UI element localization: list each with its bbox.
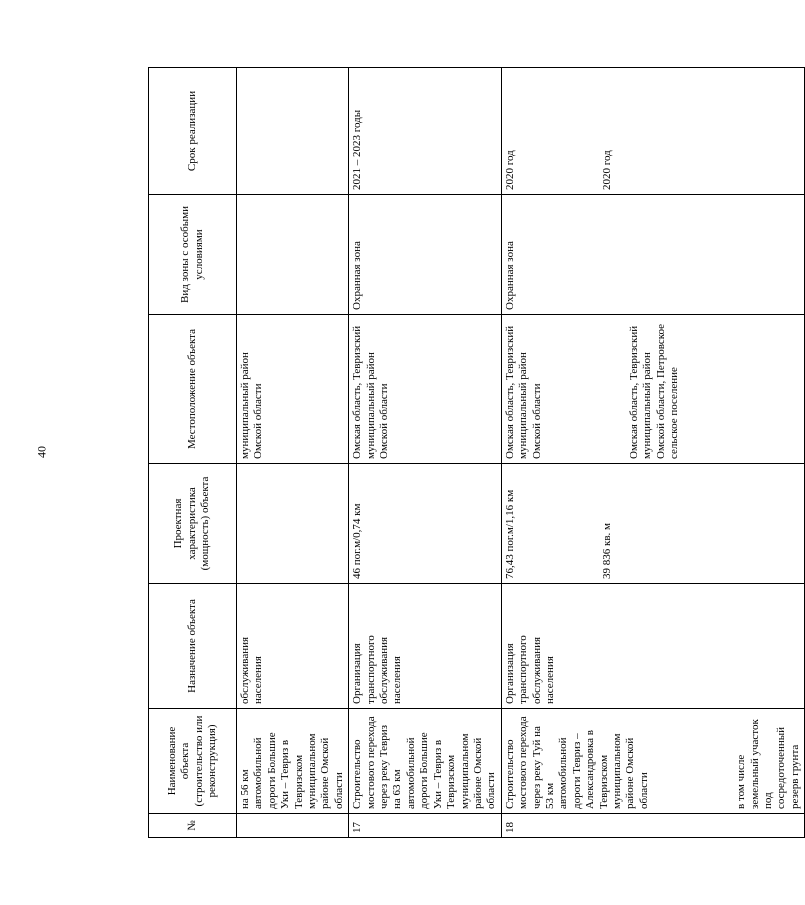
cell-capacity-sub: 39 836 кв. м [601,523,614,579]
cell-num: 18 [501,814,805,838]
cell-term [501,68,805,195]
header-capacity: Проектная характеристика (мощность) объекта [149,464,237,584]
cell-term [237,68,349,195]
cell-purpose: обслуживания населения [237,584,349,709]
cell-name: на 56 км автомобильной дороги Большие Уки – Тевриз в Тевризском муниципальном районе Омской области [237,709,349,814]
header-purpose: Назначение объекта [149,584,237,709]
cell-capacity [501,464,805,584]
table-row [349,68,501,838]
cell-zone: Охранная зона [349,195,501,315]
cell-zone: Охранная зона [501,195,805,315]
cell-name: Строительство мостового перехода через реку Тевриз на 63 км автомобильной дороги Большие Уки – Тевриз в Тевризском муниципальном районе Омской области [349,709,501,814]
cell-name [501,709,805,814]
header-location: Местоположение объекта [149,315,237,464]
table-row [237,68,349,838]
cell-name-sub: в том числе земельный участок под сосредоточенный резерв грунта [735,719,801,809]
table-row [501,68,805,838]
cell-location-main: Омская область, Тевризский муниципальный район Омской области [503,325,543,459]
cell-purpose: Организация транспортного обслуживания населения [501,584,805,709]
cell-capacity: 46 пог.м/0,74 км [349,464,501,584]
cell-term-sub: 2020 год [601,150,614,190]
cell-num [237,814,349,838]
objects-table [148,67,805,838]
cell-location: муниципальный район Омской области [237,315,349,464]
rotated-table-wrapper [148,68,801,838]
table-header-row [149,68,237,838]
cell-term-main: 2020 год [503,150,516,190]
cell-name-main: Строительство мостового перехода через реку Туй на 53 км автомобильной дороги Тевриз – Александровка в Тевризском муниципальном районе Омской области [503,716,650,809]
cell-capacity [237,464,349,584]
cell-capacity-main: 76,43 пог.м/1,16 км [503,489,516,579]
cell-location [501,315,805,464]
cell-location: Омская область, Тевризский муниципальный район Омской области [349,315,501,464]
header-term: Срок реализации [149,68,237,195]
cell-zone [237,195,349,315]
header-zone: Вид зоны с особыми условиями [149,195,237,315]
cell-location-sub: Омская область, Тевризский муниципальный район Омской области, Петровское сельское поселение [627,323,681,459]
cell-term: 2021 – 2023 годы [349,68,501,195]
cell-purpose: Организация транспортного обслуживания населения [349,584,501,709]
cell-num: 17 [349,814,501,838]
header-name: Наименование объекта (строительство или реконструкция) [149,709,237,814]
header-num: № [149,814,237,838]
page-number: 40 [34,446,49,458]
